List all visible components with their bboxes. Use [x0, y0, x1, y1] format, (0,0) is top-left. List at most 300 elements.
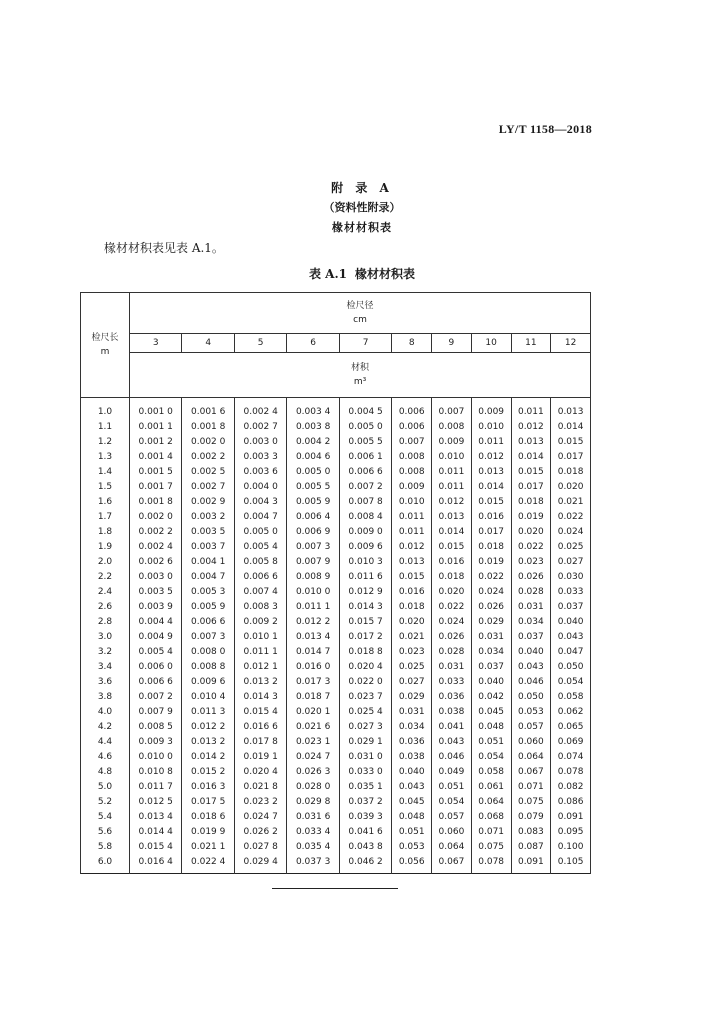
volume-cell: 0.087 — [511, 840, 551, 855]
volume-cell: 0.028 — [511, 585, 551, 600]
appendix-name: 椽材材积表 — [332, 221, 392, 234]
volume-cell: 0.031 — [471, 630, 511, 645]
volume-cell: 0.058 — [551, 690, 591, 705]
volume-cell: 0.040 — [392, 765, 432, 780]
volume-cell: 0.015 — [392, 570, 432, 585]
volume-cell: 0.004 7 — [182, 570, 234, 585]
volume-cell: 0.050 — [511, 690, 551, 705]
volume-cell: 0.082 — [551, 780, 591, 795]
appendix-subtitle: （资料性附录） — [323, 201, 401, 214]
volume-cell: 0.029 4 — [234, 855, 286, 874]
volume-cell: 0.014 — [551, 420, 591, 435]
length-cell: 4.6 — [81, 750, 130, 765]
table-row — [81, 855, 591, 874]
volume-cell: 0.037 — [511, 630, 551, 645]
length-cell: 4.8 — [81, 765, 130, 780]
volume-cell: 0.007 2 — [130, 690, 182, 705]
volume-cell: 0.043 — [392, 780, 432, 795]
table-row — [81, 510, 591, 525]
volume-cell: 0.008 8 — [182, 660, 234, 675]
volume-cell: 0.011 — [432, 465, 472, 480]
volume-cell: 0.011 7 — [130, 780, 182, 795]
volume-cell: 0.014 — [511, 450, 551, 465]
volume-cell: 0.034 — [392, 720, 432, 735]
table-row — [81, 615, 591, 630]
volume-cell: 0.012 — [471, 450, 511, 465]
volume-cell: 0.034 — [471, 645, 511, 660]
volume-cell: 0.007 3 — [182, 630, 234, 645]
volume-cell: 0.027 3 — [339, 720, 391, 735]
volume-cell: 0.013 4 — [287, 630, 339, 645]
volume-cell: 0.043 — [551, 630, 591, 645]
volume-cell: 0.005 5 — [287, 480, 339, 495]
volume-cell: 0.048 — [392, 810, 432, 825]
volume-cell: 0.001 8 — [182, 420, 234, 435]
volume-cell: 0.003 9 — [130, 600, 182, 615]
diameter-col-header: 12 — [551, 334, 591, 353]
volume-cell: 0.060 — [511, 735, 551, 750]
volume-cell: 0.001 8 — [130, 495, 182, 510]
volume-cell: 0.061 — [471, 780, 511, 795]
volume-cell: 0.095 — [551, 825, 591, 840]
volume-cell: 0.005 5 — [339, 435, 391, 450]
volume-cell: 0.019 1 — [234, 750, 286, 765]
volume-cell: 0.015 2 — [182, 765, 234, 780]
table-row — [81, 690, 591, 705]
volume-cell: 0.038 — [432, 705, 472, 720]
volume-cell: 0.038 — [392, 750, 432, 765]
volume-cell: 0.005 4 — [130, 645, 182, 660]
volume-cell: 0.045 — [471, 705, 511, 720]
volume-cell: 0.043 — [432, 735, 472, 750]
table-row — [81, 750, 591, 765]
length-header-label: 检尺长 — [91, 333, 119, 343]
table-row — [81, 720, 591, 735]
volume-cell: 0.026 3 — [287, 765, 339, 780]
volume-cell: 0.024 — [432, 615, 472, 630]
volume-cell: 0.020 — [432, 585, 472, 600]
volume-cell: 0.057 — [432, 810, 472, 825]
volume-cell: 0.004 2 — [287, 435, 339, 450]
volume-table — [80, 292, 591, 874]
volume-cell: 0.051 — [392, 825, 432, 840]
volume-cell: 0.006 1 — [339, 450, 391, 465]
volume-cell: 0.015 — [551, 435, 591, 450]
volume-cell: 0.027 — [392, 675, 432, 690]
volume-cell: 0.037 — [551, 600, 591, 615]
volume-cell: 0.017 3 — [287, 675, 339, 690]
volume-cell: 0.012 2 — [182, 720, 234, 735]
volume-cell: 0.022 — [432, 600, 472, 615]
diameter-col-header: 7 — [339, 334, 391, 353]
volume-cell: 0.002 6 — [130, 555, 182, 570]
volume-cell: 0.013 2 — [234, 675, 286, 690]
volume-cell: 0.056 — [392, 855, 432, 874]
length-cell: 6.0 — [81, 855, 130, 874]
volume-cell: 0.018 — [432, 570, 472, 585]
volume-cell: 0.003 8 — [287, 420, 339, 435]
volume-cell: 0.004 3 — [234, 495, 286, 510]
volume-cell: 0.040 — [471, 675, 511, 690]
volume-cell: 0.064 — [432, 840, 472, 855]
volume-cell: 0.065 — [551, 720, 591, 735]
length-cell: 3.6 — [81, 675, 130, 690]
volume-cell: 0.016 — [471, 510, 511, 525]
volume-cell: 0.026 2 — [234, 825, 286, 840]
volume-cell: 0.071 — [471, 825, 511, 840]
volume-cell: 0.029 — [392, 690, 432, 705]
volume-cell: 0.003 5 — [130, 585, 182, 600]
volume-cell: 0.018 — [511, 495, 551, 510]
volume-cell: 0.002 0 — [130, 510, 182, 525]
volume-cell: 0.001 0 — [130, 398, 182, 421]
volume-cell: 0.048 — [471, 720, 511, 735]
volume-cell: 0.004 6 — [287, 450, 339, 465]
volume-cell: 0.018 6 — [182, 810, 234, 825]
volume-cell: 0.016 0 — [287, 660, 339, 675]
volume-cell: 0.011 6 — [339, 570, 391, 585]
length-cell: 5.0 — [81, 780, 130, 795]
volume-cell: 0.029 1 — [339, 735, 391, 750]
volume-cell: 0.031 — [432, 660, 472, 675]
volume-cell: 0.002 7 — [234, 420, 286, 435]
volume-cell: 0.071 — [511, 780, 551, 795]
volume-cell: 0.020 1 — [287, 705, 339, 720]
volume-cell: 0.005 4 — [234, 540, 286, 555]
volume-cell: 0.003 4 — [287, 398, 339, 421]
volume-cell: 0.008 5 — [130, 720, 182, 735]
appendix-heading — [0, 178, 724, 238]
diameter-header-label: 检尺径 — [346, 301, 374, 311]
volume-cell: 0.005 8 — [234, 555, 286, 570]
volume-cell: 0.006 6 — [234, 570, 286, 585]
volume-cell: 0.054 — [551, 675, 591, 690]
table-row — [81, 810, 591, 825]
volume-cell: 0.028 0 — [287, 780, 339, 795]
volume-cell: 0.030 — [551, 570, 591, 585]
table-caption-title: 椽材材积表 — [355, 267, 416, 281]
volume-cell: 0.007 4 — [234, 585, 286, 600]
table-row — [81, 525, 591, 540]
volume-cell: 0.031 6 — [287, 810, 339, 825]
volume-cell: 0.008 — [392, 465, 432, 480]
length-cell: 5.4 — [81, 810, 130, 825]
length-cell: 1.8 — [81, 525, 130, 540]
volume-cell: 0.017 2 — [339, 630, 391, 645]
volume-cell: 0.018 — [551, 465, 591, 480]
volume-cell: 0.002 9 — [182, 495, 234, 510]
volume-cell: 0.040 — [511, 645, 551, 660]
volume-cell: 0.033 — [432, 675, 472, 690]
volume-cell: 0.023 1 — [287, 735, 339, 750]
volume-cell: 0.004 4 — [130, 615, 182, 630]
table-row — [81, 780, 591, 795]
volume-cell: 0.007 9 — [130, 705, 182, 720]
length-cell: 2.6 — [81, 600, 130, 615]
volume-cell: 0.006 6 — [130, 675, 182, 690]
volume-cell: 0.021 — [392, 630, 432, 645]
volume-cell: 0.014 — [432, 525, 472, 540]
volume-cell: 0.022 — [471, 570, 511, 585]
volume-cell: 0.015 7 — [339, 615, 391, 630]
length-cell: 2.4 — [81, 585, 130, 600]
volume-cell: 0.046 — [432, 750, 472, 765]
volume-cell: 0.053 — [392, 840, 432, 855]
volume-cell: 0.005 9 — [182, 600, 234, 615]
volume-cell: 0.008 9 — [287, 570, 339, 585]
volume-cell: 0.036 — [432, 690, 472, 705]
volume-cell: 0.009 — [471, 398, 511, 421]
length-cell: 2.8 — [81, 615, 130, 630]
volume-cell: 0.051 — [432, 780, 472, 795]
volume-cell: 0.031 — [392, 705, 432, 720]
volume-cell: 0.060 — [432, 825, 472, 840]
volume-cell: 0.012 — [392, 540, 432, 555]
volume-cell: 0.013 — [511, 435, 551, 450]
volume-cell: 0.019 — [511, 510, 551, 525]
volume-cell: 0.035 1 — [339, 780, 391, 795]
volume-cell: 0.010 0 — [130, 750, 182, 765]
volume-cell: 0.014 4 — [130, 825, 182, 840]
diameter-col-header: 6 — [287, 334, 339, 353]
volume-cell: 0.010 — [471, 420, 511, 435]
diameter-col-header: 3 — [130, 334, 182, 353]
volume-cell: 0.007 — [392, 435, 432, 450]
length-cell: 4.0 — [81, 705, 130, 720]
volume-cell: 0.006 9 — [287, 525, 339, 540]
volume-cell: 0.017 — [471, 525, 511, 540]
volume-cell: 0.069 — [551, 735, 591, 750]
length-cell: 1.1 — [81, 420, 130, 435]
volume-cell: 0.003 3 — [234, 450, 286, 465]
diameter-col-header: 4 — [182, 334, 234, 353]
length-cell: 1.9 — [81, 540, 130, 555]
volume-cell: 0.026 — [471, 600, 511, 615]
volume-cell: 0.006 — [392, 420, 432, 435]
volume-cell: 0.025 — [551, 540, 591, 555]
volume-cell: 0.024 7 — [287, 750, 339, 765]
volume-cell: 0.002 4 — [130, 540, 182, 555]
diameter-col-header: 11 — [511, 334, 551, 353]
volume-cell: 0.017 — [551, 450, 591, 465]
volume-cell: 0.050 — [551, 660, 591, 675]
volume-cell: 0.010 — [392, 495, 432, 510]
volume-cell: 0.016 3 — [182, 780, 234, 795]
volume-cell: 0.004 7 — [234, 510, 286, 525]
volume-cell: 0.024 — [551, 525, 591, 540]
volume-cell: 0.005 9 — [287, 495, 339, 510]
volume-cell: 0.068 — [471, 810, 511, 825]
volume-cell: 0.034 — [511, 615, 551, 630]
volume-cell: 0.009 6 — [339, 540, 391, 555]
volume-cell: 0.005 0 — [234, 525, 286, 540]
length-cell: 3.8 — [81, 690, 130, 705]
volume-cell: 0.010 3 — [339, 555, 391, 570]
table-row — [81, 840, 591, 855]
volume-cell: 0.002 5 — [182, 465, 234, 480]
table-row — [81, 450, 591, 465]
length-header — [81, 293, 130, 398]
volume-cell: 0.086 — [551, 795, 591, 810]
table-row — [81, 495, 591, 510]
volume-cell: 0.021 8 — [234, 780, 286, 795]
volume-cell: 0.029 8 — [287, 795, 339, 810]
volume-cell: 0.011 1 — [287, 600, 339, 615]
volume-cell: 0.016 — [432, 555, 472, 570]
volume-cell: 0.014 — [471, 480, 511, 495]
volume-cell: 0.047 — [551, 645, 591, 660]
volume-cell: 0.008 3 — [234, 600, 286, 615]
volume-cell: 0.042 — [471, 690, 511, 705]
volume-cell: 0.001 2 — [130, 435, 182, 450]
volume-cell: 0.011 — [392, 525, 432, 540]
volume-cell: 0.022 — [551, 510, 591, 525]
length-cell: 1.3 — [81, 450, 130, 465]
volume-cell: 0.007 8 — [339, 495, 391, 510]
volume-cell: 0.020 — [551, 480, 591, 495]
volume-cell: 0.078 — [471, 855, 511, 874]
volume-cell: 0.029 — [471, 615, 511, 630]
volume-cell: 0.003 0 — [130, 570, 182, 585]
volume-cell: 0.041 — [432, 720, 472, 735]
volume-cell: 0.008 4 — [339, 510, 391, 525]
end-rule — [272, 888, 398, 889]
volume-cell: 0.064 — [471, 795, 511, 810]
volume-cell: 0.014 3 — [339, 600, 391, 615]
length-cell: 2.0 — [81, 555, 130, 570]
volume-cell: 0.021 1 — [182, 840, 234, 855]
volume-cell: 0.018 8 — [339, 645, 391, 660]
length-header-unit: m — [100, 347, 110, 357]
volume-cell: 0.019 9 — [182, 825, 234, 840]
volume-cell: 0.023 — [392, 645, 432, 660]
volume-cell: 0.013 4 — [130, 810, 182, 825]
volume-cell: 0.083 — [511, 825, 551, 840]
length-cell: 5.6 — [81, 825, 130, 840]
volume-cell: 0.021 — [551, 495, 591, 510]
volume-cell: 0.007 9 — [287, 555, 339, 570]
volume-cell: 0.011 — [432, 480, 472, 495]
volume-cell: 0.057 — [511, 720, 551, 735]
table-row — [81, 735, 591, 750]
volume-cell: 0.002 2 — [182, 450, 234, 465]
volume-cell: 0.026 — [432, 630, 472, 645]
volume-cell: 0.015 — [511, 465, 551, 480]
volume-cell: 0.036 — [392, 735, 432, 750]
volume-cell: 0.012 — [432, 495, 472, 510]
volume-cell: 0.040 — [551, 615, 591, 630]
volume-cell: 0.022 4 — [182, 855, 234, 874]
volume-cell: 0.046 — [511, 675, 551, 690]
table-row — [81, 765, 591, 780]
volume-cell: 0.012 1 — [234, 660, 286, 675]
volume-cell: 0.013 2 — [182, 735, 234, 750]
volume-cell: 0.015 — [471, 495, 511, 510]
table-row — [81, 675, 591, 690]
volume-cell: 0.058 — [471, 765, 511, 780]
volume-cell: 0.091 — [551, 810, 591, 825]
volume-cell: 0.039 3 — [339, 810, 391, 825]
volume-cell: 0.025 4 — [339, 705, 391, 720]
volume-cell: 0.014 7 — [287, 645, 339, 660]
volume-cell: 0.011 — [471, 435, 511, 450]
volume-cell: 0.045 — [392, 795, 432, 810]
table-row — [81, 570, 591, 585]
length-cell: 5.8 — [81, 840, 130, 855]
volume-cell: 0.002 4 — [234, 398, 286, 421]
volume-cell: 0.054 — [471, 750, 511, 765]
table-row — [81, 795, 591, 810]
volume-cell: 0.004 0 — [234, 480, 286, 495]
volume-cell: 0.003 2 — [182, 510, 234, 525]
volume-cell: 0.037 — [471, 660, 511, 675]
volume-cell: 0.020 4 — [339, 660, 391, 675]
volume-cell: 0.067 — [511, 765, 551, 780]
volume-cell: 0.037 3 — [287, 855, 339, 874]
volume-header-unit: m³ — [353, 377, 367, 387]
volume-cell: 0.023 7 — [339, 690, 391, 705]
volume-table-body — [81, 398, 591, 874]
table-row — [81, 420, 591, 435]
table-row — [81, 705, 591, 720]
volume-cell: 0.004 1 — [182, 555, 234, 570]
volume-cell: 0.035 4 — [287, 840, 339, 855]
volume-cell: 0.021 6 — [287, 720, 339, 735]
volume-cell: 0.013 — [392, 555, 432, 570]
volume-cell: 0.006 — [392, 398, 432, 421]
volume-cell: 0.006 6 — [182, 615, 234, 630]
volume-cell: 0.011 — [392, 510, 432, 525]
volume-cell: 0.002 7 — [182, 480, 234, 495]
volume-header — [130, 353, 591, 398]
volume-cell: 0.016 4 — [130, 855, 182, 874]
diameter-col-header: 10 — [471, 334, 511, 353]
volume-cell: 0.002 2 — [130, 525, 182, 540]
intro-paragraph: 椽材材积表见表 A.1。 — [104, 241, 224, 255]
volume-cell: 0.015 — [432, 540, 472, 555]
table-row — [81, 555, 591, 570]
volume-cell: 0.074 — [551, 750, 591, 765]
volume-cell: 0.062 — [551, 705, 591, 720]
volume-cell: 0.003 0 — [234, 435, 286, 450]
length-cell: 4.4 — [81, 735, 130, 750]
volume-cell: 0.033 0 — [339, 765, 391, 780]
volume-cell: 0.054 — [432, 795, 472, 810]
volume-cell: 0.012 2 — [287, 615, 339, 630]
length-cell: 3.4 — [81, 660, 130, 675]
table-row — [81, 600, 591, 615]
volume-cell: 0.075 — [511, 795, 551, 810]
volume-cell: 0.020 — [511, 525, 551, 540]
volume-cell: 0.018 — [471, 540, 511, 555]
volume-cell: 0.012 9 — [339, 585, 391, 600]
volume-cell: 0.009 0 — [339, 525, 391, 540]
standard-code: LY/T 1158—2018 — [498, 122, 592, 136]
volume-cell: 0.010 1 — [234, 630, 286, 645]
volume-cell: 0.033 — [551, 585, 591, 600]
volume-cell: 0.011 1 — [234, 645, 286, 660]
volume-cell: 0.001 1 — [130, 420, 182, 435]
appendix-title: 附 录 A — [331, 181, 393, 195]
volume-cell: 0.012 5 — [130, 795, 182, 810]
volume-cell: 0.033 4 — [287, 825, 339, 840]
volume-cell: 0.028 — [432, 645, 472, 660]
volume-cell: 0.003 7 — [182, 540, 234, 555]
table-row — [81, 480, 591, 495]
volume-cell: 0.053 — [511, 705, 551, 720]
volume-cell: 0.005 3 — [182, 585, 234, 600]
diameter-col-header: 8 — [392, 334, 432, 353]
